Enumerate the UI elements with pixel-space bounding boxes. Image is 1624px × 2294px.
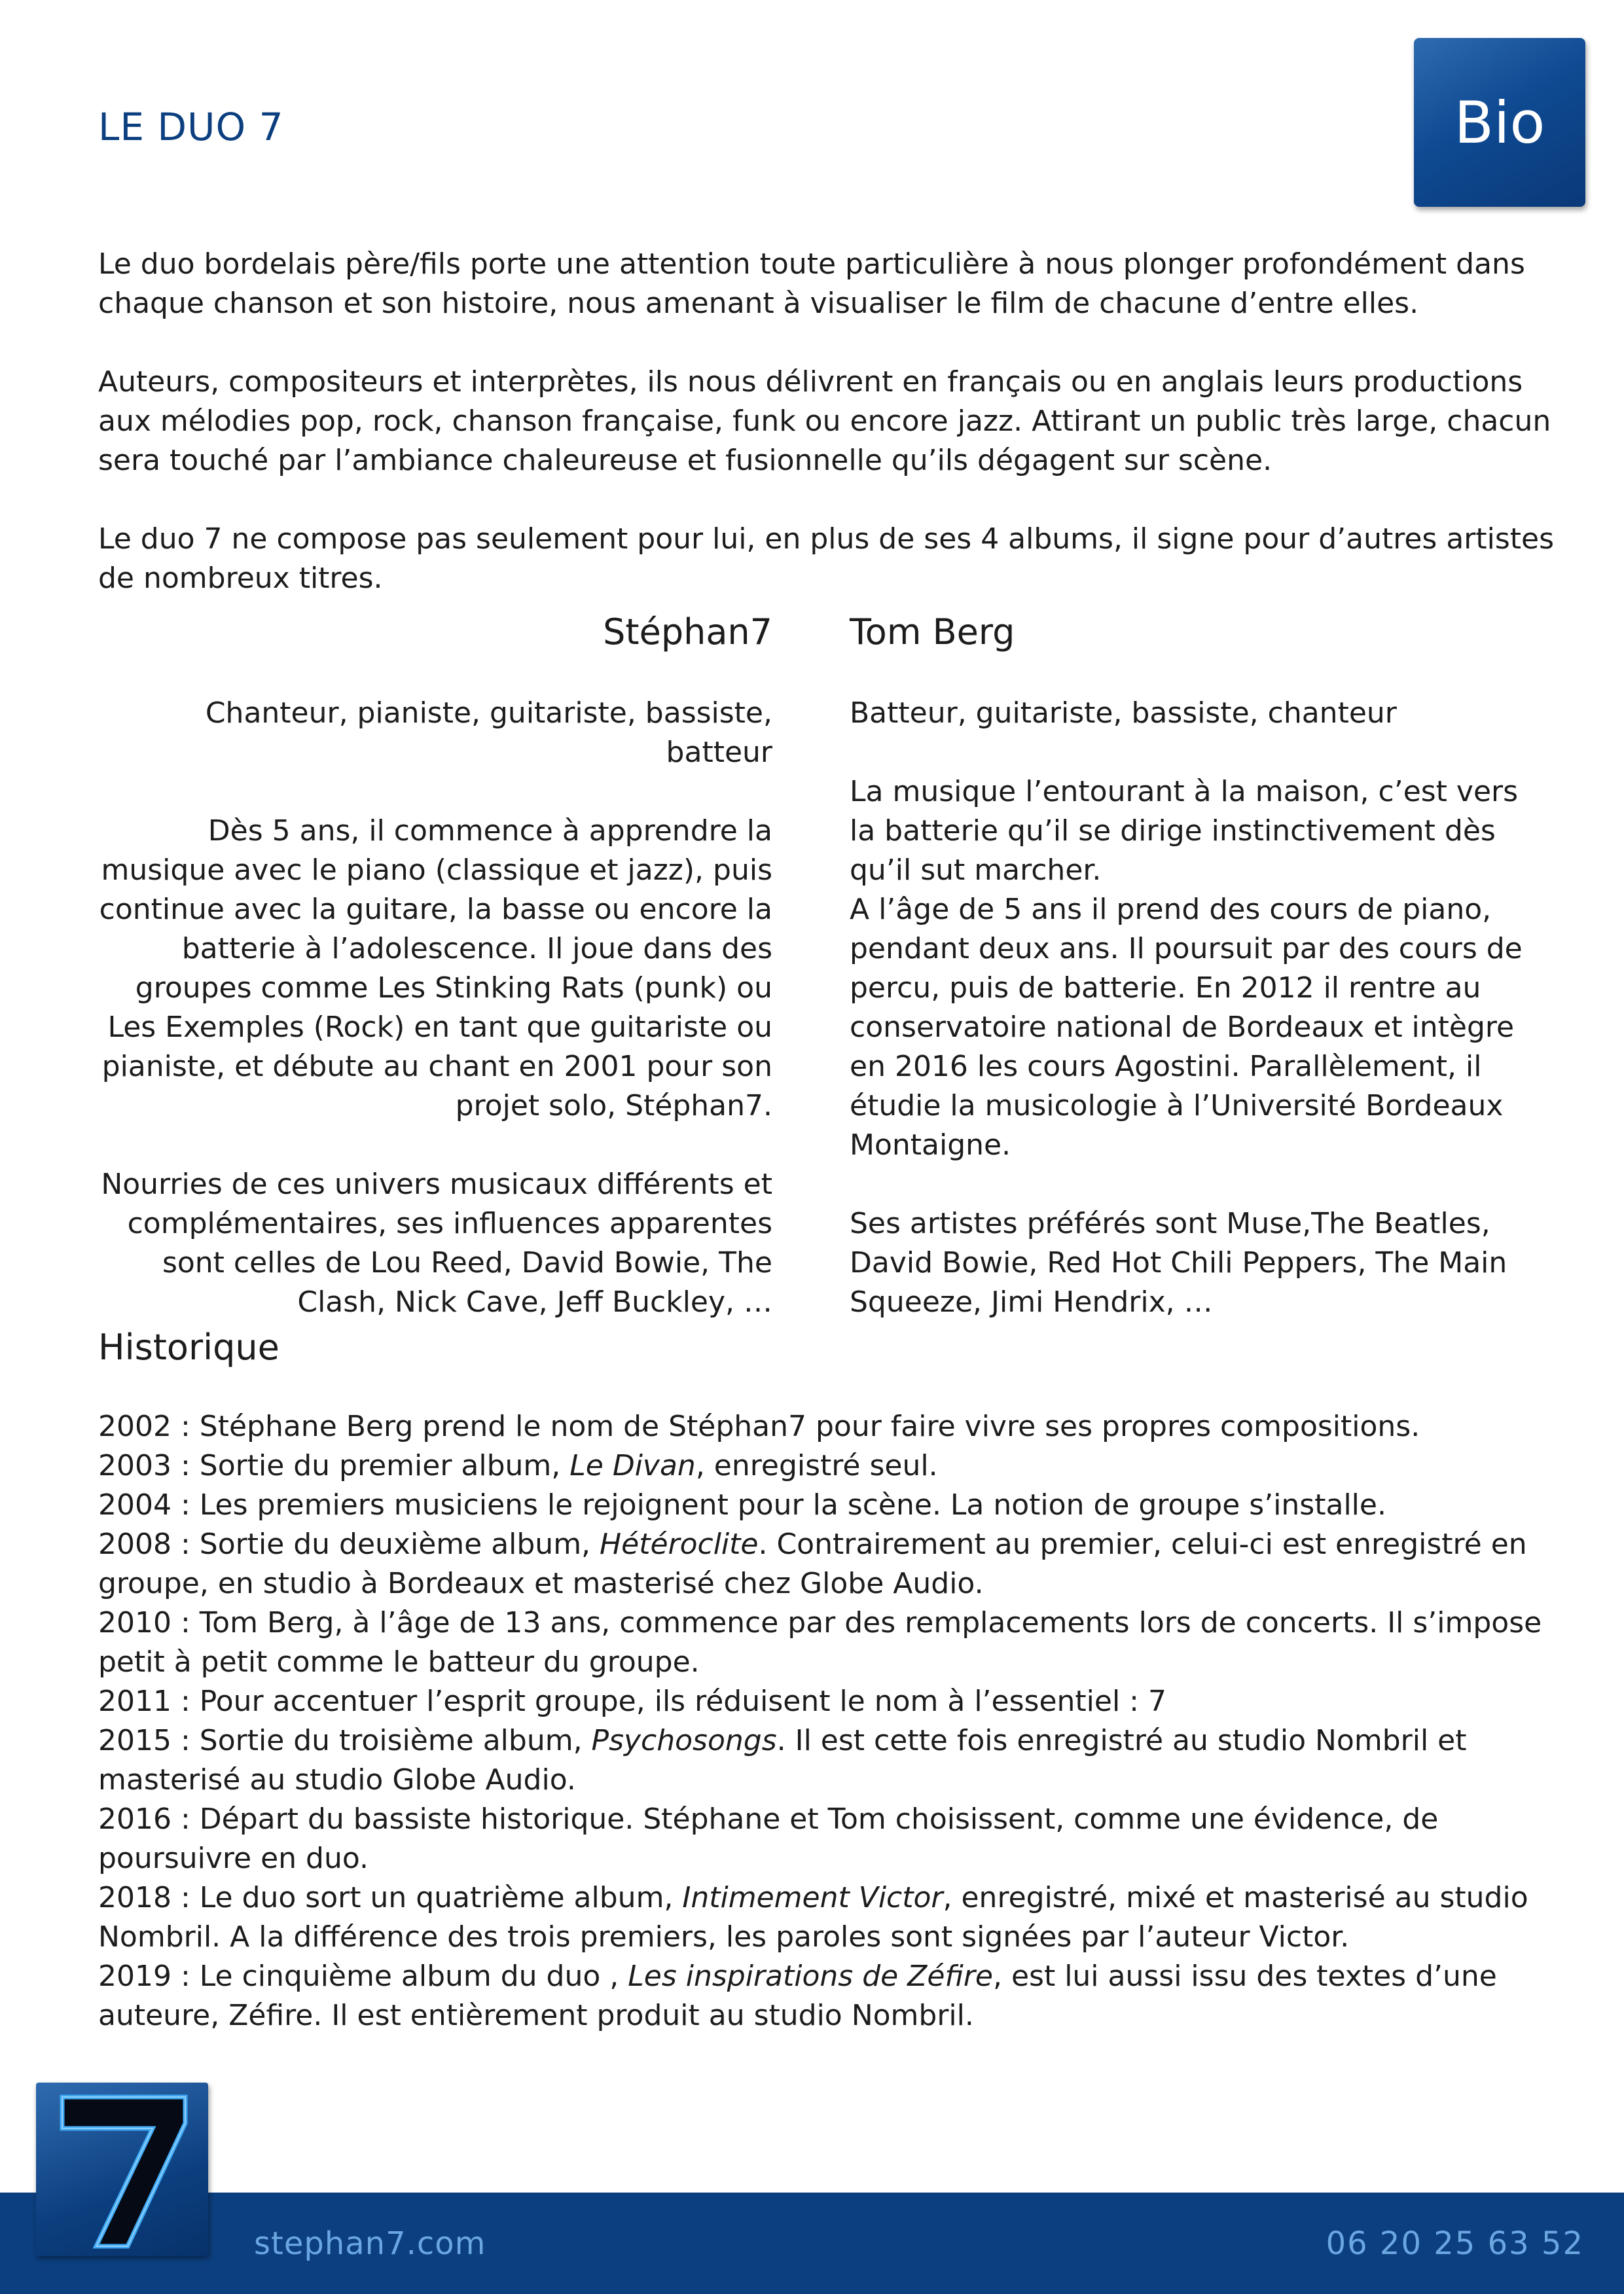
stephan7-column (98, 694, 772, 1322)
intro-section (98, 245, 1558, 598)
tom-berg-heading: Tom Berg (850, 611, 1015, 653)
intro-paragraph-3: Le duo 7 ne compose pas seulement pour lui, en plus de ses 4 albums, il signe pour d’autres artistes de nombreux titres. (98, 522, 1555, 595)
timeline-entry: 2015 : Sortie du troisième album, Psychosongs. Il est cette fois enregistré au studio Nombril et masterisé au studio Globe Audio. (98, 1724, 1467, 1797)
intro-paragraph-2: Auteurs, compositeurs et interprètes, ils nous délivrent en français ou en anglais leurs productions aux mélodies pop, rock, chanson française, funk ou encore jazz. Attirant un public très large, chacun sera touché par l’ambiance chaleureuse et fusionnelle qu’ils dégagent sur scène. (98, 365, 1551, 477)
tom-berg-bio-1: La musique l’entourant à la maison, c’est vers la batterie qu’il se dirige instinctivement dès qu’il sut marcher. (850, 775, 1519, 887)
seven-logo (36, 2083, 208, 2256)
album-title: Intimement Victor (682, 1881, 943, 1914)
phone-number: 06 20 25 63 52 (1326, 2225, 1584, 2262)
bio-badge: Bio (1414, 38, 1585, 207)
timeline-entry: 2018 : Le duo sort un quatrième album, Intimement Victor, enregistré, mixé et masterisé au studio Nombril. A la différence des trois premiers, les paroles sont signées par l’auteur Victor. (98, 1881, 1528, 1954)
tom-berg-bio-2: A l’âge de 5 ans il prend des cours de piano, pendant deux ans. Il poursuit par des cours de percu, puis de batterie. En 2012 il rentre au conservatoire national de Bordeaux et intègre en 2016 les cours Agostini. Parallèlement, il étudie la musicologie à l’Université Bordeaux Montaigne. (850, 893, 1523, 1162)
tom-berg-favorites: Ses artistes préférés sont Muse,The Beatles, David Bowie, Red Hot Chili Peppers, The Main Squeeze, Jimi Hendrix, … (850, 1207, 1507, 1319)
stephan7-roles: Chanteur, pianiste, guitariste, bassiste, batteur (205, 696, 772, 769)
stephan7-heading: Stéphan7 (603, 611, 772, 653)
intro-paragraph-1: Le duo bordelais père/fils porte une attention toute particulière à nous plonger profondément dans chaque chanson et son histoire, nous amenant à visualiser le film de chacune d’entre elles. (98, 247, 1525, 320)
album-title: Hétéroclite (600, 1528, 759, 1561)
album-title: Psychosongs (591, 1724, 777, 1757)
timeline-entry: 2011 : Pour accentuer l’esprit groupe, ils réduisent le nom à l’essentiel : 7 (98, 1685, 1166, 1718)
timeline-entry: 2019 : Le cinquième album du duo , Les inspirations de Zéfire, est lui aussi issu des textes d’une auteure, Zéfire. Il est entièrement produit au studio Nombril. (98, 1960, 1497, 2032)
timeline-entry: 2016 : Départ du bassiste historique. Stéphane et Tom choisissent, comme une évidence, de poursuivre en duo. (98, 1802, 1439, 1875)
timeline-entry: 2004 : Les premiers musiciens le rejoignent pour la scène. La notion de groupe s’installe. (98, 1488, 1386, 1522)
timeline-entry: 2010 : Tom Berg, à l’âge de 13 ans, commence par des remplacements lors de concerts. Il s’impose petit à petit comme le batteur du groupe. (98, 1606, 1542, 1679)
seven-logo-icon (36, 2083, 208, 2256)
historique-heading: Historique (98, 1327, 280, 1368)
album-title: Les inspirations de Zéfire (628, 1960, 993, 1993)
stephan7-influences: Nourries de ces univers musicaux différents et complémentaires, ses influences apparentes sont celles de Lou Reed, David Bowie, The Clash, Nick Cave, Jeff Buckley, … (101, 1168, 772, 1319)
website-link[interactable]: stephan7.com (254, 2225, 486, 2262)
timeline (98, 1407, 1564, 2035)
page-title: LE DUO 7 (98, 105, 284, 149)
timeline-entry: 2008 : Sortie du deuxième album, Hétéroclite. Contrairement au premier, celui-ci est enregistré en groupe, en studio à Bordeaux et masterisé chez Globe Audio. (98, 1528, 1527, 1600)
stephan7-bio: Dès 5 ans, il commence à apprendre la musique avec le piano (classique et jazz), puis continue avec la guitare, la basse ou encore la batterie à l’adolescence. Il joue dans des groupes comme Les Stinking Rats (punk) ou Les Exemples (Rock) en tant que guitariste ou pianiste, et débute au chant en 2001 pour son projet solo, Stéphan7. (99, 814, 772, 1122)
album-title: Le Divan (569, 1449, 696, 1482)
timeline-entry: 2003 : Sortie du premier album, Le Divan, enregistré seul. (98, 1449, 938, 1482)
tom-berg-roles: Batteur, guitariste, bassiste, chanteur (850, 696, 1397, 730)
tom-berg-column (850, 694, 1537, 1322)
timeline-entry: 2002 : Stéphane Berg prend le nom de Stéphan7 pour faire vivre ses propres compositions. (98, 1410, 1420, 1443)
